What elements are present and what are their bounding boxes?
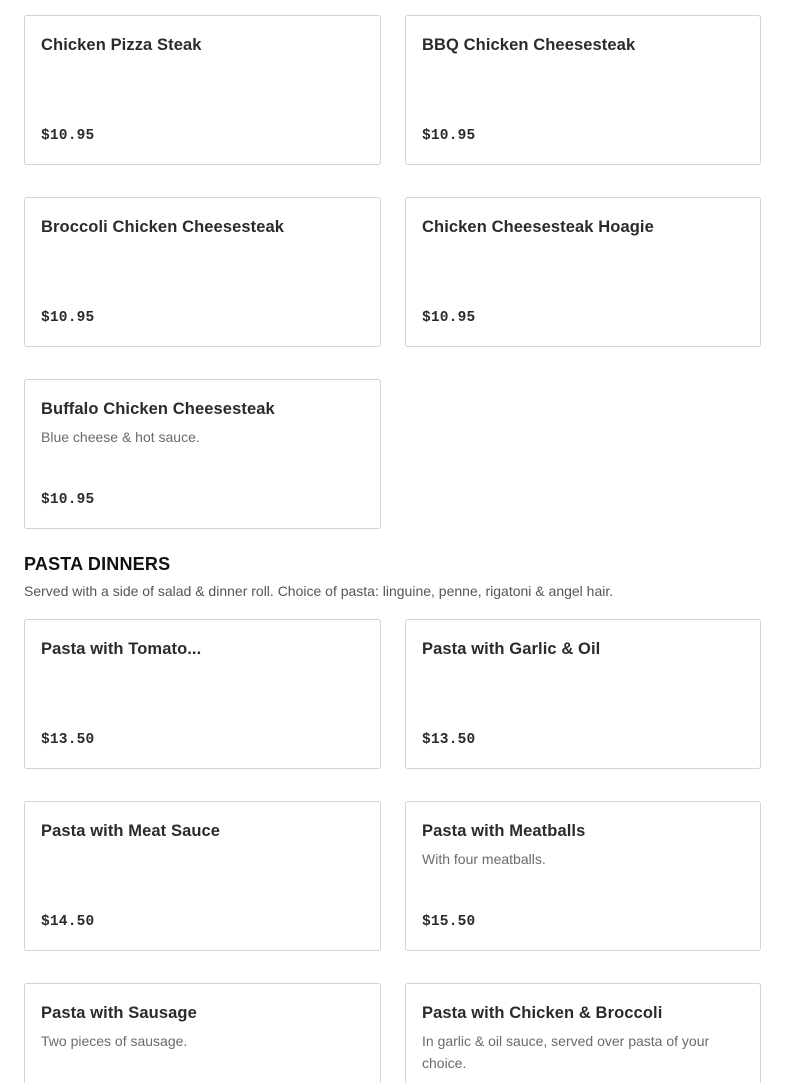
menu-item-price: $10.95 <box>41 310 95 326</box>
menu-item-card[interactable] <box>24 379 381 529</box>
menu-item-card[interactable] <box>24 983 381 1083</box>
menu-item-name: Chicken Cheesesteak Hoagie <box>422 218 654 236</box>
menu-item-card[interactable] <box>24 619 381 769</box>
menu-item-name: Pasta with Sausage <box>41 1004 197 1022</box>
menu-item-card[interactable] <box>405 15 761 165</box>
menu-grid-cheesesteaks <box>24 15 761 529</box>
menu-item-name: Pasta with Meat Sauce <box>41 822 221 840</box>
menu-item-card[interactable] <box>24 15 381 165</box>
menu-item-description: Blue cheese & hot sauce. <box>41 429 200 445</box>
menu-item-card[interactable] <box>405 619 761 769</box>
menu-grid-pasta <box>24 619 761 1083</box>
menu-item-name: Broccoli Chicken Cheesesteak <box>41 218 285 236</box>
menu-item-price: $13.50 <box>41 732 95 748</box>
menu-item-name: Pasta with Chicken & Broccoli <box>422 1004 663 1022</box>
menu-item-description: With four meatballs. <box>422 851 546 867</box>
menu-item-name: BBQ Chicken Cheesesteak <box>422 36 636 54</box>
menu-item-name: Chicken Pizza Steak <box>41 36 202 54</box>
section-title-pasta-dinners: PASTA DINNERS <box>24 554 171 574</box>
menu-item-price: $15.50 <box>422 914 476 930</box>
menu-item-price: $13.50 <box>422 732 476 748</box>
menu-item-price: $10.95 <box>422 310 476 326</box>
menu-item-name: Pasta with Meatballs <box>422 822 586 840</box>
menu-item-name: Pasta with Tomato... <box>41 640 202 658</box>
menu-item-description: In garlic & oil sauce, served over pasta of your choice. <box>422 1033 710 1071</box>
menu-item-card[interactable] <box>24 801 381 951</box>
menu-item-card[interactable] <box>24 197 381 347</box>
section-subtitle: Served with a side of salad & dinner roll. Choice of pasta: linguine, penne, rigatoni & angel hair. <box>24 583 614 599</box>
menu-item-card[interactable] <box>405 197 761 347</box>
menu-item-price: $14.50 <box>41 914 95 930</box>
menu-item-description: Two pieces of sausage. <box>41 1033 188 1049</box>
menu-item-price: $10.95 <box>41 492 95 508</box>
menu-item-card[interactable] <box>405 983 761 1083</box>
menu-item-name: Buffalo Chicken Cheesesteak <box>41 400 275 418</box>
menu-item-name: Pasta with Garlic & Oil <box>422 640 601 658</box>
menu-item-price: $10.95 <box>41 128 95 144</box>
menu-item-price: $10.95 <box>422 128 476 144</box>
menu-item-card[interactable] <box>405 801 761 951</box>
